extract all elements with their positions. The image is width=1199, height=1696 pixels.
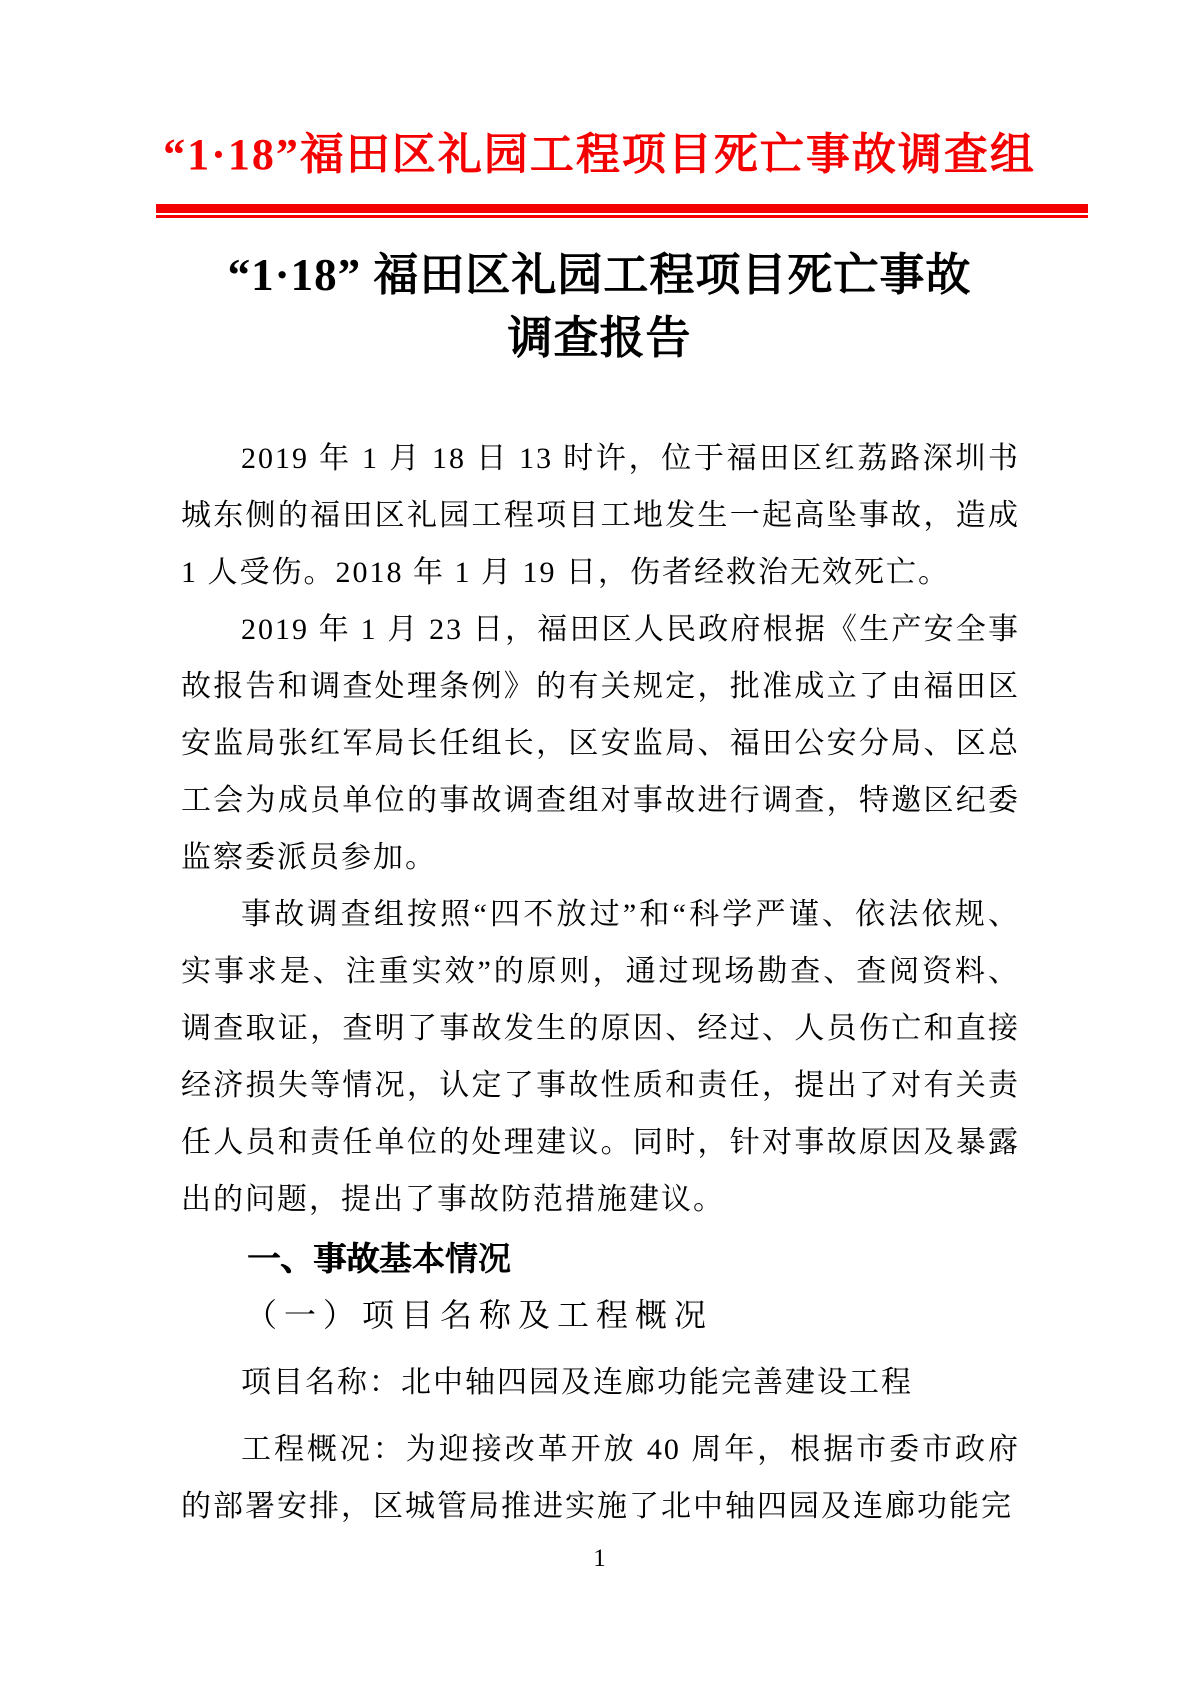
section-heading-emphasis: 一、事故	[247, 1240, 379, 1277]
report-body	[181, 430, 1020, 1535]
subsection-heading-project-name-overview: （一）项目名称及工程概况	[245, 1297, 714, 1333]
page-number: 1	[593, 1545, 606, 1572]
section-heading-basic-situation	[181, 1230, 1020, 1287]
letterhead-divider-rule	[156, 204, 1088, 218]
report-title	[110, 244, 1089, 370]
report-title-line1: “1·18” 福田区礼园工程项目死亡事故	[227, 250, 972, 300]
paragraph-project-overview: 工程概况：为迎接改革开放 40 周年，根据市委市政府的部署安排，区城管局推进实施了北中轴四园及连廊功能完	[181, 1433, 1020, 1523]
paragraph-incident-summary: 2019 年 1 月 18 日 13 时许，位于福田区红荔路深圳书城东侧的福田区礼园工程项目工地发生一起高坠事故，造成 1 人受伤。2018 年 1 月 19 日，伤者经救治无效死亡。	[181, 442, 1020, 589]
section-heading-rest: 基本情况	[379, 1240, 511, 1277]
paragraph-investigation-method: 事故调查组按照“四不放过”和“科学严谨、依法依规、实事求是、注重实效”的原则，通过现场勘查、查阅资料、调查取证，查明了事故发生的原因、经过、人员伤亡和直接经济损失等情况，认定了事故性质和责任，提出了对有关责任人员和责任单位的处理建议。同时，针对事故原因及暴露出的问题，提出了事故防范措施建议。	[181, 898, 1020, 1216]
report-title-line2: 调查报告	[507, 313, 692, 363]
paragraph-investigation-team-setup: 2019 年 1 月 23 日，福田区人民政府根据《生产安全事故报告和调查处理条例》的有关规定，批准成立了由福田区安监局张红军局长任组长，区安监局、福田公安分局、区总工会为成员单位的事故调查组对事故进行调查，特邀区纪委监察委派员参加。	[181, 613, 1020, 874]
letterhead-banner: “1·18”福田区礼园工程项目死亡事故调查组	[163, 130, 1036, 179]
paragraph-project-name: 项目名称：北中轴四园及连廊功能完善建设工程	[241, 1366, 913, 1399]
